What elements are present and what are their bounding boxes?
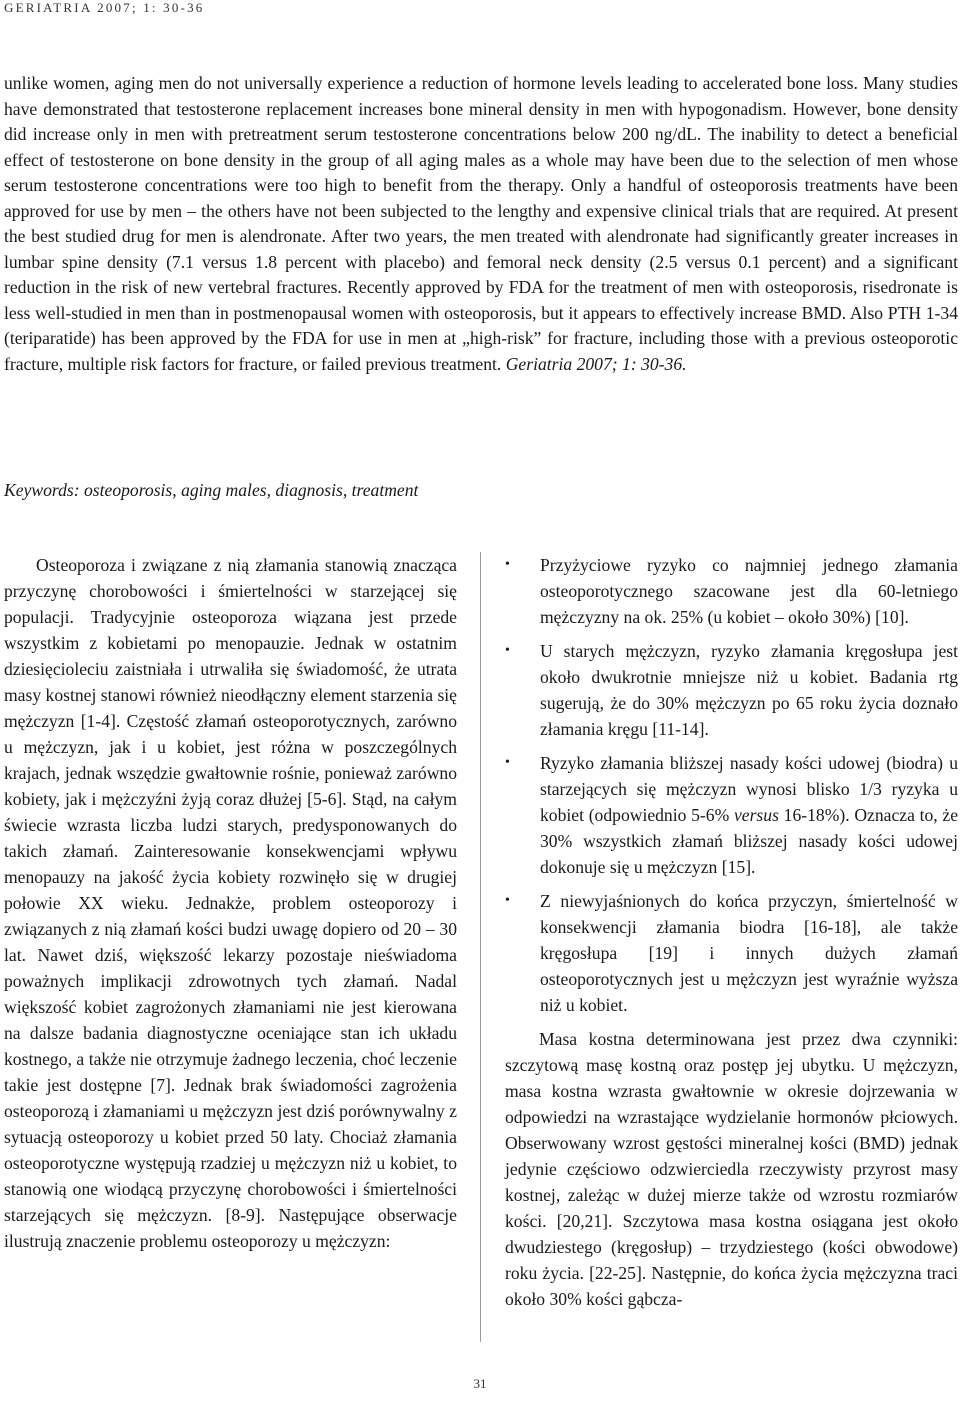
abstract-text: unlike women, aging men do not universally experience a reduction of hormone levels leading to accelerated bone loss. Many studies have demonstrated that testosterone replacement increases bone mineral density in men with hypogonadism. However, bone density did increase only in men with pretreatment serum testosterone concentrations below 200 ng/dL. The inability to detect a beneficial effect of testosterone on bone density in the group of all aging males as a whole may have been due to the selection of men whose serum testosterone concentrations were too high to benefit from the therapy. Only a handful of osteoporosis treatments have been approved for use by men – the others have not been subjected to the lengthy and expensive clinical trials that are required. At present the best studied drug for men is alendronate. After two years, the men treated with alendronate had significantly greater increases in lumbar spine density (7.1 versus 1.8 percent with placebo) and femoral neck density (2.5 versus 0.1 percent) and a significant reduction in the risk of new vertebral fractures. Recently approved by FDA for the treatment of men with osteoporosis, risedronate is less well-studied in men than in postmenopausal women with osteoporosis, but it appears to effectively increase BMD. Also PTH 1-34 (teriparatide) has been approved by the FDA for use in men at „high-risk” for fracture, including those with a previous osteoporotic fracture, multiple risk factors for fracture, or failed previous treatment. [4, 73, 958, 374]
list-item-text: U starych mężczyzn, ryzyko złamania kręgosłupa jest około dwukrotnie mniejsze niż u kobiet. Badania rtg sugerują, że do 30% mężczyzn po 65 roku życia doznało złamania kręgu [11-14]. [540, 641, 958, 739]
right-column-paragraph: Masa kostna determinowana jest przez dwa czynniki: szczytową masę kostną oraz postęp jej ubytku. U mężczyzn, masa kostna wzrasta gwałtownie w okresie dojrzewania w odpowiedzi na wzrastające wydzielanie hormonów płciowych. Obserwowany wzrost gęstości mineralnej kości (BMD) jednak jedynie częściowo odzwierciedla rzeczywisty przyrost masy kostnej, zależąc w dużej mierze także od wzrostu rozmiarów kości. [20,21]. Szczytowa masa kostna osiągana jest około dwudziestego (kręgosłup) – trzydziestego (kości obwodowe) roku życia. [22-25]. Następnie, do końca życia mężczyzna traci około 30% kości gąbcza- [505, 1029, 958, 1309]
running-head: GERIATRIA 2007; 1: 30-36 [4, 0, 205, 15]
column-divider [480, 552, 481, 1342]
list-item-text: Z niewyjaśnionych do końca przyczyn, śmiertelność w konsekwencji złamania biodra [16-18], ale także kręgosłupa [19] i innych dużych złamań osteoporotycznych jest u mężczyzn jest wyraźnie wyższa niż u kobiet. [540, 891, 958, 1015]
right-column [505, 552, 958, 1312]
bullet-icon: • [505, 643, 510, 658]
bullet-icon: • [505, 755, 510, 770]
left-column [4, 552, 457, 1254]
observations-list [505, 552, 958, 1018]
abstract [4, 71, 958, 377]
list-item-italic: versus [733, 805, 779, 825]
page-number: 31 [473, 1376, 487, 1391]
abstract-citation: Geriatria 2007; 1: 30-36. [505, 353, 687, 374]
list-item-text: Ryzyko złamania bliższej nasady kości udowej (biodra) u starzejących się mężczyzn wynosi blisko 1/3 ryzyka u kobiet (odpowiednio 5-6% [540, 753, 958, 825]
abstract-paragraph [4, 71, 958, 377]
bullet-icon: • [505, 893, 510, 908]
keywords: Keywords: osteoporosis, aging males, diagnosis, treatment [4, 480, 419, 500]
list-item [505, 750, 958, 880]
list-item-text: Przyżyciowe ryzyko co najmniej jednego złamania osteoporotycznego szacowane jest dla 60-letniego mężczyzny na ok. 25% (u kobiet – około 30%) [10]. [540, 555, 958, 627]
list-item-text: 16-18%). Oznacza to, że 30% wszystkich złamań bliższej nasady kości udowej dokonuje się u mężczyzn [15]. [540, 805, 959, 877]
left-column-paragraph: Osteoporoza i związane z nią złamania stanowią znacząca przyczynę chorobowości i śmiertelności w starzejącej się populacji. Tradycyjnie osteoporoza wiązana jest przede wszystkim z kobietami po menopauzie. Jednak w ostatnim dziesięcioleciu zaistniała i utrwaliła się świadomość, że utrata masy kostnej stanowi również nieodłączny element starzenia się mężczyzn [1-4]. Częstość złamań osteoporotycznych, zarówno u mężczyzn, jak i u kobiet, jest różna w poszczególnych krajach, jednak wszędzie gwałtownie rośnie, ponieważ zarówno kobiety, jak i mężczyźni żyją coraz dłużej [5-6]. Stąd, na całym świecie wzrasta liczba ludzi starych, predysponowanych do takich złamań. Zainteresowanie konsekwencjami wpływu menopauzy na jakość życia kobiety rozwinęło się w drugiej połowie XX wieku. Jednakże, problem osteoporozy i związanych z nią złamań kości budzi uwagę dopiero od 20 – 30 lat. Nawet dziś, większość lekarzy pozostaje nieświadoma poważnych implikacji zdrowotnych tych złamań. Nadal większość kobiet zagrożonych złamaniami nie jest kierowana na dalsze badania diagnostyczne oceniające stan ich układu kostnego, a także nie otrzymuje żadnego leczenia, choć leczenie takie jest dostępne [7]. Jednak brak świadomości zagrożenia osteoporozą i złamaniami u mężczyzn jest dziś porównywalny z sytuacją osteoporozy u kobiet przed 50 laty. Chociaż złamania osteoporotyczne występują rzadziej u mężczyzn niż u kobiet, to stanowią one wiodącą przyczynę chorobowości i śmiertelności starzejących się mężczyzn. [8-9]. Następujące obserwacje ilustrują znaczenie problemu osteoporozy u mężczyzn: [4, 555, 457, 1251]
list-item [505, 552, 958, 630]
bullet-icon: • [505, 557, 510, 572]
list-item [505, 638, 958, 742]
list-item [505, 888, 958, 1018]
